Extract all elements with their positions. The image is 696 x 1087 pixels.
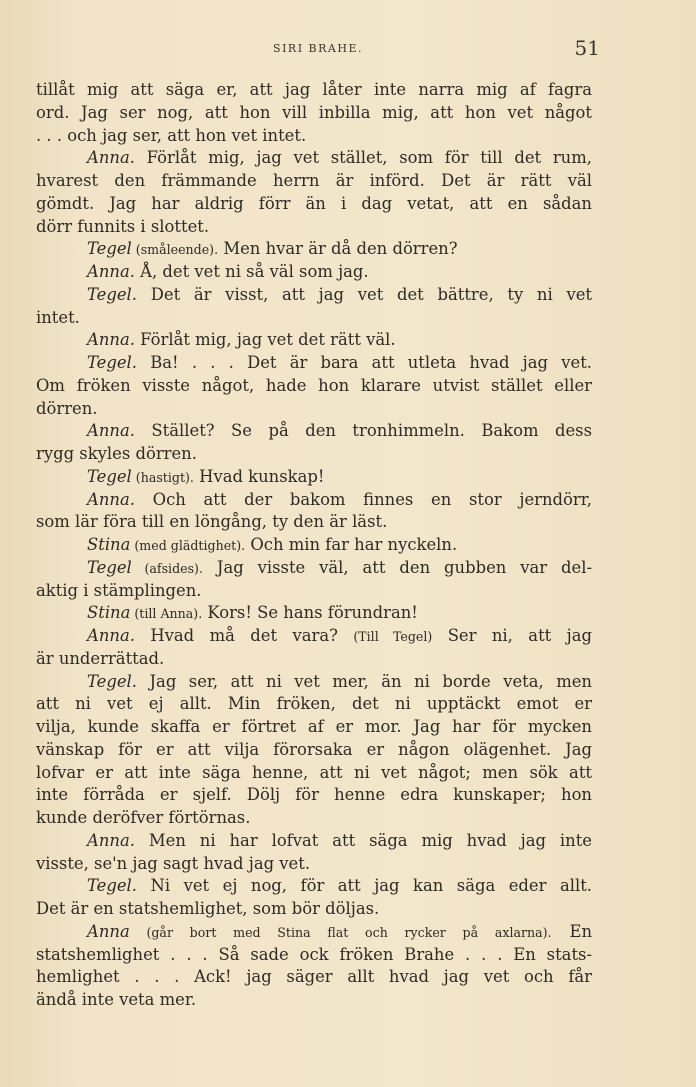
dialogue-text: vänskap för er att vilja förorsaka er någon olägenhet. Jag — [36, 739, 592, 759]
speaker-name: Tegel — [87, 557, 132, 577]
dialogue-text: lofvar er att inte säga henne, att ni vet något; men sök att — [36, 762, 592, 782]
text-line — [36, 693, 592, 716]
running-title: SIRI BRAHE. — [273, 42, 363, 55]
body-text — [36, 79, 592, 1012]
text-line — [36, 944, 592, 967]
speaker-name: Tegel. — [87, 671, 138, 691]
dialogue-text: dörr funnits i slottet. — [36, 216, 210, 236]
text-line — [36, 739, 592, 762]
dialogue-text: aktig i stämplingen. — [36, 580, 202, 600]
speaker-name: Tegel. — [87, 284, 138, 304]
text-line — [36, 398, 592, 421]
stage-direction: (går bort med Stina flat och rycker på axlarna). — [129, 924, 552, 940]
dialogue-text: rygg skyles dörren. — [36, 444, 197, 463]
text-line — [36, 966, 592, 989]
text-line — [36, 807, 592, 830]
stage-direction: (hastigt). — [131, 469, 194, 485]
dialogue-text: ändå inte veta mer. — [36, 990, 197, 1009]
dialogue-text: Ba! . . . Det är bara att utleta hvad jag vet. — [137, 353, 592, 372]
text-line — [36, 147, 592, 170]
dialogue-text: hemlighet . . . Ack! jag säger allt hvad jag vet och får — [36, 967, 592, 987]
text-line — [36, 238, 592, 261]
stage-direction: (småleende). — [131, 242, 219, 258]
dialogue-text: visste, se'n jag sagt hvad jag vet. — [36, 853, 311, 873]
dialogue-text: som lär föra till en löngång, ty den är läst. — [36, 512, 388, 532]
text-line — [36, 830, 592, 853]
text-line — [36, 489, 592, 512]
dialogue-text: Men hvar är då den dörren? — [218, 239, 458, 259]
text-line — [36, 625, 592, 648]
text-line — [36, 284, 592, 307]
speaker-name: Tegel — [87, 239, 132, 259]
text-line — [36, 602, 592, 625]
text-line — [36, 762, 592, 785]
stage-direction: (med glädtighet). — [130, 538, 246, 553]
dialogue-text: Ser ni, att jag — [432, 626, 592, 645]
text-line — [36, 648, 592, 671]
dialogue-text: Stället? Se på den tronhimmeln. Bakom dess — [134, 421, 592, 441]
text-line — [36, 784, 592, 807]
stage-direction: (afsides). — [131, 560, 203, 576]
dialogue-text: Hvad må det vara? — [134, 626, 354, 645]
text-line — [36, 307, 592, 330]
speaker-name: Anna. — [87, 421, 135, 441]
speaker-name: Anna — [87, 921, 130, 941]
speaker-name: Anna. — [87, 262, 135, 281]
text-line — [36, 443, 592, 466]
dialogue-text: . . . och jag ser, att hon vet intet. — [36, 125, 307, 145]
text-line — [36, 102, 592, 125]
dialogue-text: Och att der bakom finnes en stor jerndörr, — [134, 489, 592, 509]
text-line — [36, 716, 592, 739]
dialogue-text: kunde deröfver förtörnas. — [36, 808, 251, 827]
dialogue-text: Jag visste väl, att den gubben var del- — [202, 557, 592, 577]
dialogue-text: Förlåt mig, jag vet det rätt väl. — [134, 330, 396, 350]
speaker-name: Anna. — [87, 330, 135, 350]
text-line — [36, 170, 592, 193]
dialogue-text: intet. — [36, 307, 80, 327]
text-line — [36, 466, 592, 489]
dialogue-text: statshemlighet . . . Så sade ock fröken Brahe . . . En stats- — [36, 944, 592, 964]
dialogue-text: inte förråda er sjelf. Dölj för henne edra kunskaper; hon — [36, 785, 592, 805]
speaker-name: Tegel — [87, 466, 132, 486]
dialogue-text: En — [551, 921, 592, 941]
text-line — [36, 989, 592, 1012]
text-line — [36, 329, 592, 352]
dialogue-text: Jag ser, att ni vet mer, än ni borde veta, men — [137, 671, 592, 691]
dialogue-text: Om fröken visste något, hade hon klarare utvist stället eller — [36, 375, 592, 395]
stage-direction: (Till Tegel) — [353, 629, 433, 644]
speaker-name: Anna. — [87, 830, 135, 850]
speaker-name: Anna. — [87, 148, 135, 168]
text-line — [36, 557, 592, 580]
text-line — [36, 79, 592, 102]
text-line — [36, 352, 592, 375]
text-line — [36, 853, 592, 876]
text-line — [36, 671, 592, 694]
text-line — [36, 125, 592, 148]
dialogue-text: tillåt mig att säga er, att jag låter inte narra mig af fagra — [36, 80, 592, 99]
dialogue-text: Det är visst, att jag vet det bättre, ty ni vet — [137, 284, 592, 304]
dialogue-text: Och min far har nyckeln. — [245, 535, 458, 554]
text-line — [36, 511, 592, 534]
dialogue-text: hvarest den främmande herrn är införd. Det är rätt väl — [36, 171, 592, 190]
speaker-name: Tegel. — [87, 353, 138, 372]
text-line — [36, 420, 592, 443]
text-line — [36, 898, 592, 921]
dialogue-text: gömdt. Jag har aldrig förr än i dag vetat, att en sådan — [36, 193, 592, 213]
dialogue-text: dörren. — [36, 398, 98, 418]
dialogue-text: Ni vet ej nog, för att jag kan säga eder allt. — [137, 876, 592, 896]
speaker-name: Anna. — [87, 489, 135, 509]
dialogue-text: Det är en statshemlighet, som bör döljas. — [36, 899, 380, 918]
dialogue-text: Förlåt mig, jag vet stället, som för till det rum, — [134, 148, 592, 168]
text-line — [36, 261, 592, 284]
text-line — [36, 921, 592, 944]
text-line — [36, 580, 592, 603]
speaker-name: Anna. — [87, 626, 135, 645]
dialogue-text: Kors! Se hans förundran! — [202, 603, 418, 623]
speaker-name: Stina — [87, 603, 131, 623]
text-line — [36, 216, 592, 239]
dialogue-text: ord. Jag ser nog, att hon vill inbilla mig, att hon vet något — [36, 102, 592, 122]
dialogue-text: att ni vet ej allt. Min fröken, det ni upptäckt emot er — [36, 694, 592, 714]
text-line — [36, 193, 592, 216]
page-number: 51 — [574, 36, 600, 60]
dialogue-text: Å, det vet ni så väl som jag. — [134, 262, 369, 281]
dialogue-text: Hvad kunskap! — [193, 466, 325, 486]
speaker-name: Stina — [87, 535, 131, 554]
dialogue-text: vilja, kunde skaffa er förtret af er mor. Jag har för mycken — [36, 717, 592, 736]
text-line — [36, 375, 592, 398]
dialogue-text: är underrättad. — [36, 648, 165, 668]
speaker-name: Tegel. — [87, 876, 138, 896]
text-line — [36, 534, 592, 557]
stage-direction: (till Anna). — [130, 606, 203, 622]
text-line — [36, 875, 592, 898]
dialogue-text: Men ni har lofvat att säga mig hvad jag inte — [134, 830, 592, 850]
page-header — [36, 34, 600, 64]
